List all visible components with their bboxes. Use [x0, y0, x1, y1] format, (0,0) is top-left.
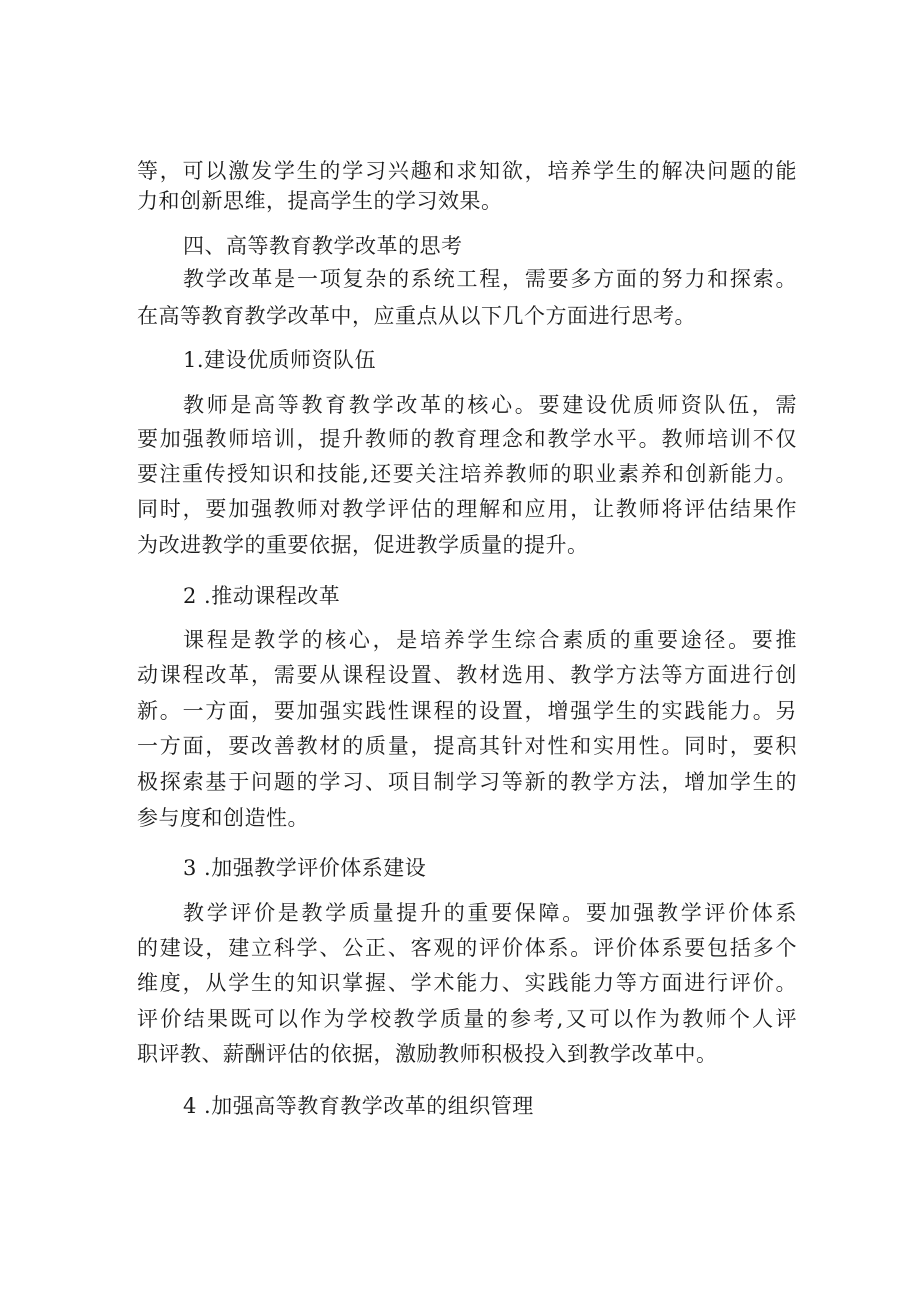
- subsection-heading: 2 .推动课程改革: [183, 584, 341, 608]
- paragraph-line: 参与度和创造性。: [137, 806, 309, 830]
- paragraph-line: 要加强教师培训，提升教师的教育理念和教学水平。教师培训不仅: [137, 427, 797, 451]
- paragraph-line: 课程是教学的核心，是培养学生综合素质的重要途径。要推: [183, 628, 797, 652]
- subsection-heading: 3 .加强教学评价体系建设: [183, 856, 427, 880]
- paragraph-line: 要注重传授知识和技能,还要关注培养教师的职业素养和创新能力。: [137, 462, 797, 486]
- paragraph-line: 新。一方面，要加强实践性课程的设置，增强学生的实践能力。另: [137, 699, 797, 723]
- subsection-heading: 1.建设优质师资队伍: [183, 348, 377, 372]
- paragraph-line: 在高等教育教学改革中，应重点从以下几个方面进行思考。: [137, 304, 696, 328]
- paragraph-line: 动课程改革，需要从课程设置、教材选用、教学方法等方面进行创: [137, 663, 797, 687]
- paragraph-line: 极探索基于问题的学习、项目制学习等新的教学方法，增加学生的: [137, 770, 797, 794]
- paragraph-line: 教学改革是一项复杂的系统工程，需要多方面的努力和探索。: [183, 267, 797, 291]
- paragraph-line: 一方面，要改善教材的质量，提高其针对性和实用性。同时，要积: [137, 734, 797, 758]
- paragraph-line: 等，可以激发学生的学习兴趣和求知欲，培养学生的解决问题的能: [137, 159, 797, 183]
- paragraph-line: 为改进教学的重要依据，促进教学质量的提升。: [137, 533, 589, 557]
- paragraph-line: 职评教、薪酬评估的依据，激励教师积极投入到教学改革中。: [137, 1042, 718, 1066]
- paragraph-line: 评价结果既可以作为学校教学质量的参考,又可以作为教师个人评: [137, 1007, 797, 1031]
- paragraph-line: 教学评价是教学质量提升的重要保障。要加强教学评价体系: [183, 901, 797, 925]
- paragraph-line: 同时，要加强教师对教学评估的理解和应用，让教师将评估结果作: [137, 497, 797, 521]
- section-title: 四、高等教育教学改革的思考: [183, 234, 463, 258]
- paragraph-line: 力和创新思维，提高学生的学习效果。: [137, 189, 503, 213]
- paragraph-line: 教师是高等教育教学改革的核心。要建设优质师资队伍，需: [183, 393, 797, 417]
- subsection-heading: 4 .加强高等教育教学改革的组织管理: [183, 1094, 534, 1118]
- paragraph-line: 的建设，建立科学、公正、客观的评价体系。评价体系要包括多个: [137, 936, 797, 960]
- paragraph-line: 维度，从学生的知识掌握、学术能力、实践能力等方面进行评价。: [137, 971, 797, 995]
